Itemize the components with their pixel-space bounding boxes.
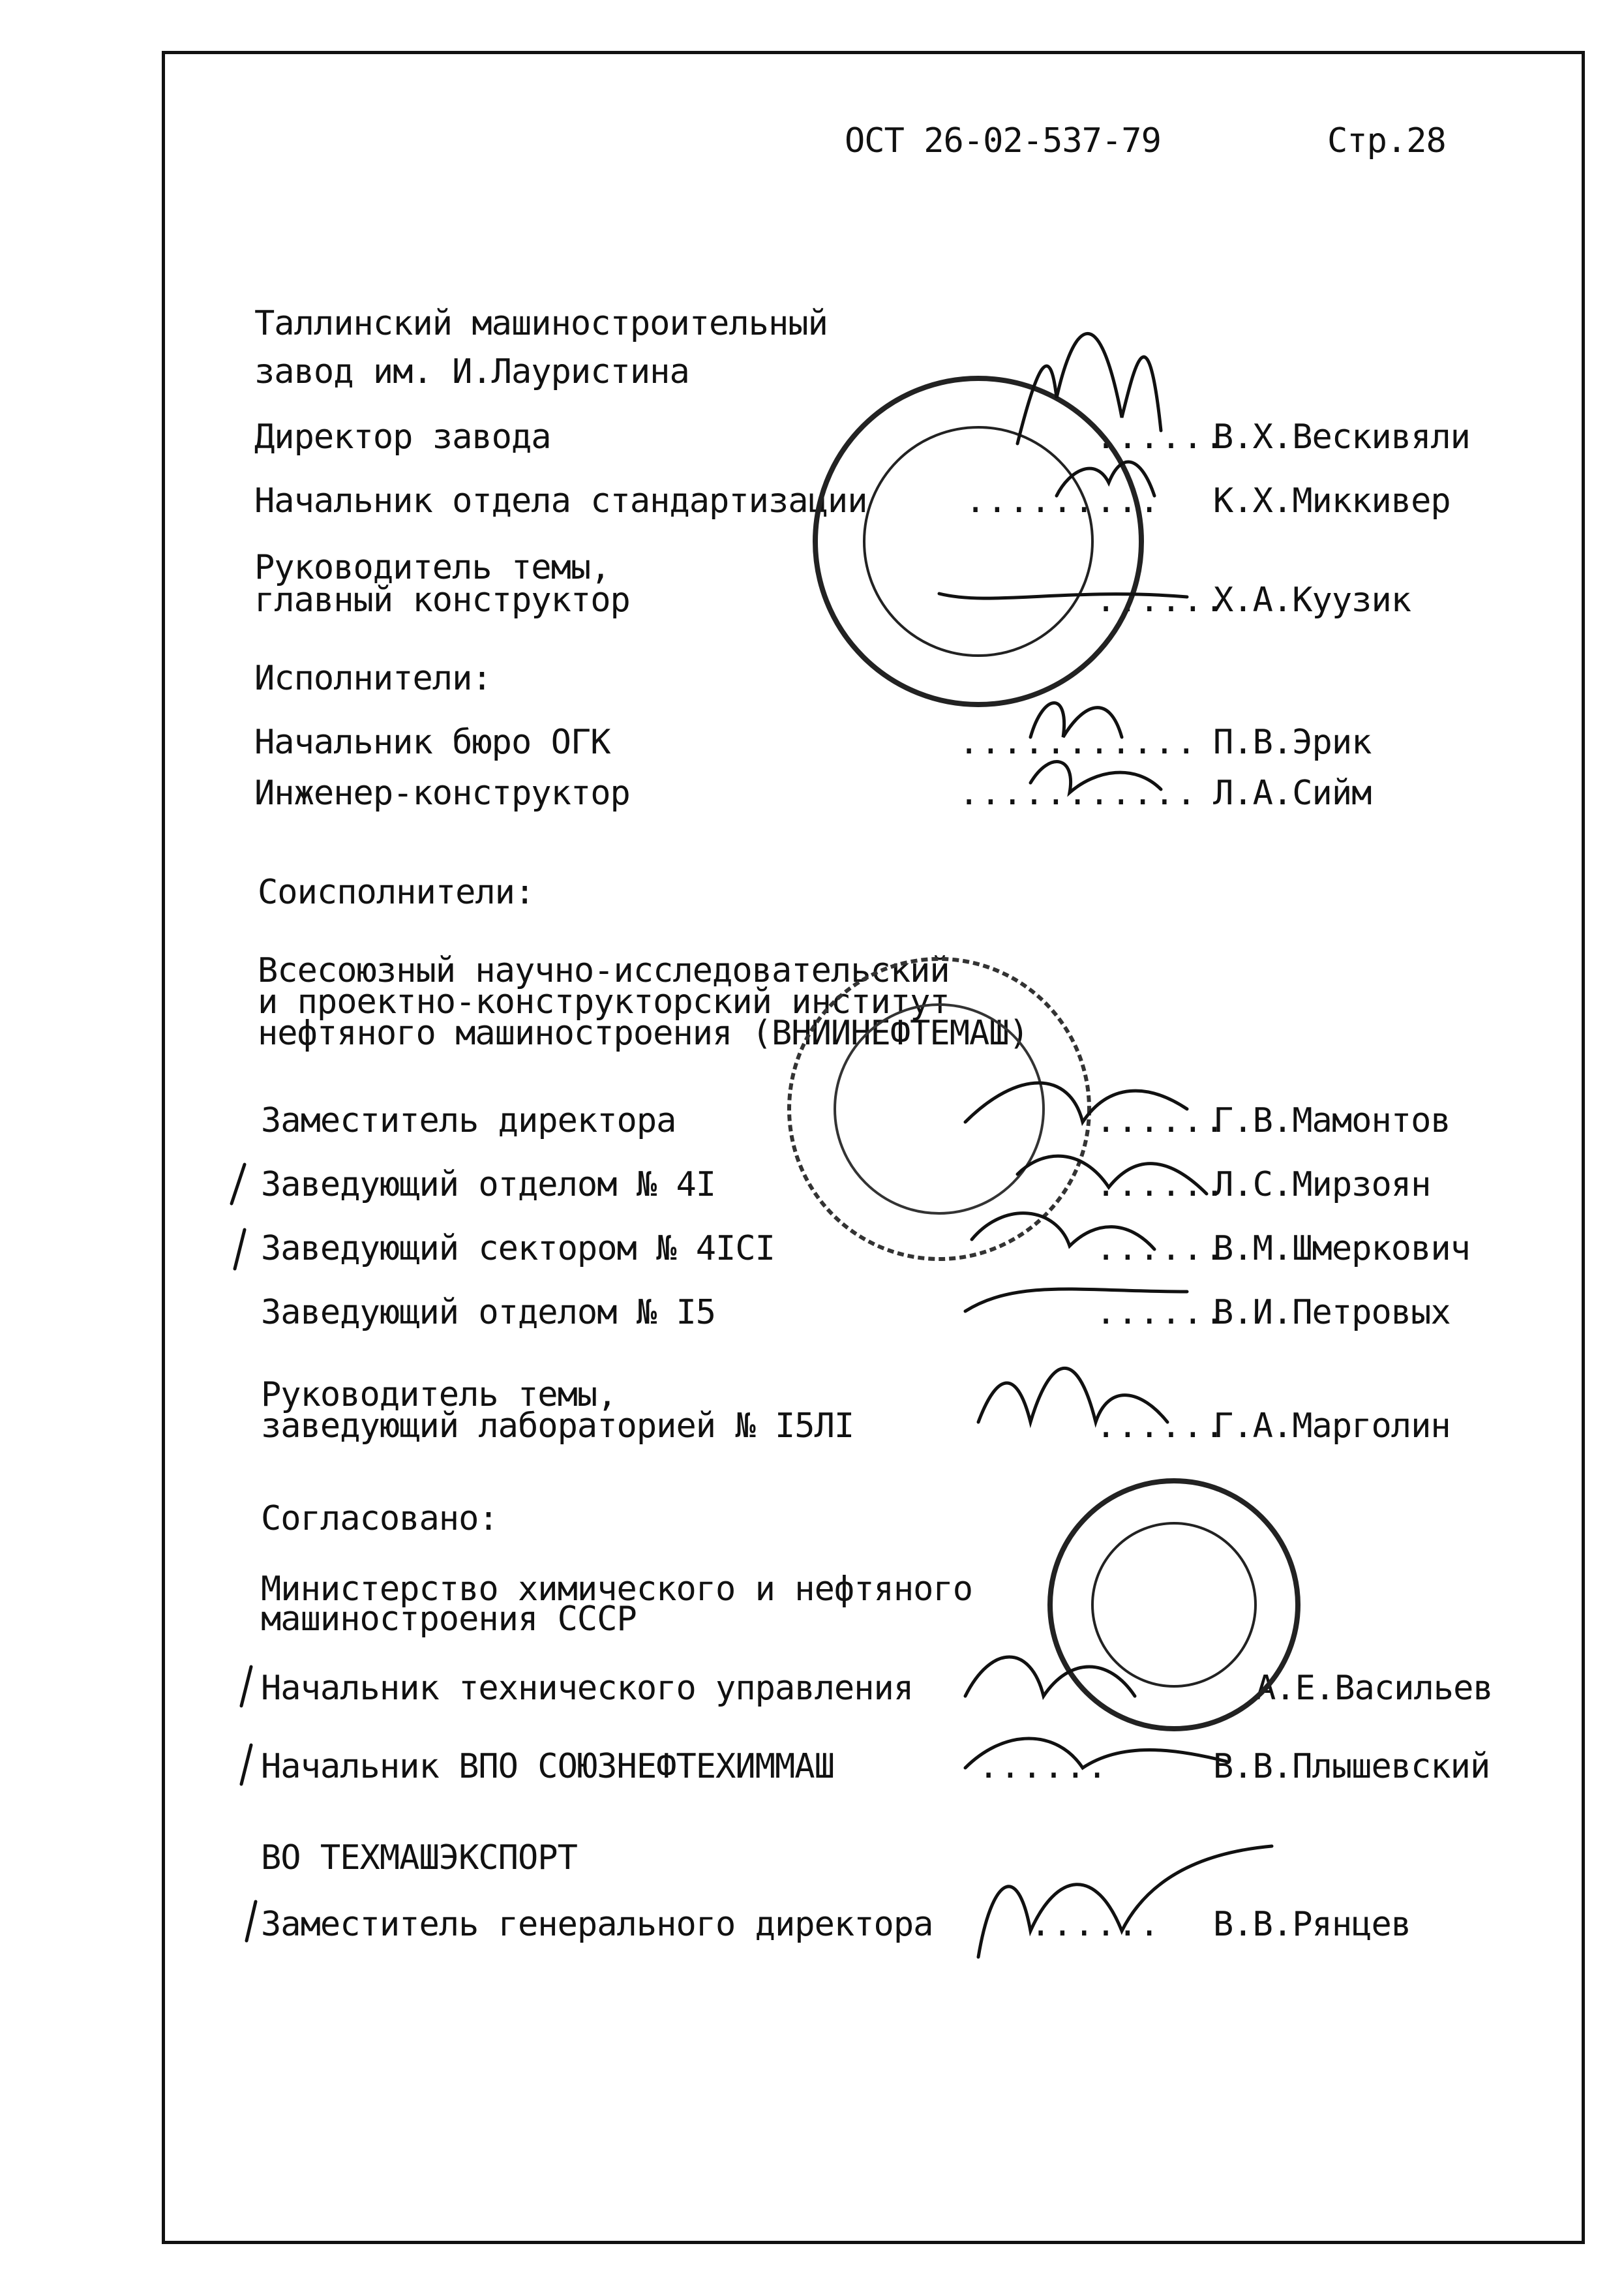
signer-role: Директор завода — [254, 418, 551, 457]
signer-name: В.М.Шмеркович — [1213, 1229, 1470, 1268]
signer-role-line1: Руководитель темы, — [254, 548, 610, 587]
signer-role-line1: Руководитель темы, — [261, 1375, 617, 1414]
signature-dots: ...... — [1096, 1229, 1226, 1268]
signer-name: А.Е.Васильев — [1256, 1669, 1493, 1708]
signature-dots: ...... — [1096, 581, 1226, 620]
page-number: Стр.28 — [1327, 121, 1446, 160]
signer-role: Заместитель директора — [261, 1101, 676, 1140]
signature-dots: ...... — [1096, 1101, 1226, 1140]
signer-name: В.В.Рянцев — [1213, 1905, 1411, 1944]
signer-role: Инженер-конструктор — [254, 774, 630, 813]
signer-name: К.Х.Миккивер — [1213, 481, 1451, 521]
signer-name: В.В.Плышевский — [1213, 1747, 1490, 1786]
signature-dots: ......... — [965, 481, 1161, 521]
signer-role: Начальник ВПО СОЮЗНЕФТЕХИММАШ — [261, 1747, 834, 1786]
signer-role: Начальник отдела стандартизации — [254, 481, 867, 521]
signer-role: Заведующий сектором № 4ICI — [261, 1229, 775, 1268]
signature-dots: ...... — [1096, 1165, 1226, 1204]
signer-name: Л.А.Сийм — [1213, 774, 1372, 813]
signer-name: В.Х.Вескивяли — [1213, 418, 1470, 457]
ministry-name-line2: машиностроения СССР — [261, 1600, 637, 1639]
signer-role-line2: заведующий лабораторией № I5ЛI — [261, 1406, 854, 1446]
section-title-executors: Исполнители: — [254, 659, 492, 698]
signer-name: Г.В.Мамонтов — [1213, 1101, 1451, 1140]
doc-code: ОСТ 26-02-537-79 — [845, 121, 1161, 160]
signer-name: П.В.Эрик — [1213, 723, 1372, 762]
signature-dots: ........... — [959, 774, 1198, 813]
signer-role: Заведующий отделом № 4I — [261, 1165, 716, 1204]
institute-name-line1: Всесоюзный научно-исследовательский — [258, 951, 950, 990]
signature-dots: ...... — [1096, 1406, 1226, 1446]
signer-role: Заместитель генерального директора — [261, 1905, 933, 1944]
signer-role: Начальник бюро ОГК — [254, 723, 610, 762]
section-title-coexecutors: Соисполнители: — [258, 873, 535, 912]
institute-name-line2: и проектно-конструкторский институт — [258, 982, 950, 1022]
section-title-agreed: Согласовано: — [261, 1499, 498, 1538]
signer-name: Л.С.Мирзоян — [1213, 1165, 1431, 1204]
signature-dots: ...... — [1096, 418, 1226, 457]
org-name-line1: Таллинский машиностроительный — [254, 304, 828, 343]
institute-name-line3: нефтяного машиностроения (ВНИИНЕФТЕМАШ) — [258, 1014, 1029, 1053]
signer-name: В.И.Петровых — [1213, 1293, 1451, 1332]
ministry-name-line1: Министерство химического и нефтяного — [261, 1570, 973, 1609]
section-title-export: ВО ТЕХМАШЭКСПОРТ — [261, 1838, 577, 1877]
signer-name: Х.А.Куузик — [1213, 581, 1411, 620]
signature-dots: ...... — [978, 1747, 1109, 1786]
signer-role-line2: главный конструктор — [254, 581, 630, 620]
signer-role: Начальник технического управления — [261, 1669, 914, 1708]
signature-dots: ...... — [1030, 1905, 1161, 1944]
signature-dots: ...... — [1096, 1293, 1226, 1332]
signer-role: Заведующий отделом № I5 — [261, 1293, 716, 1332]
signer-name: Г.А.Марголин — [1213, 1406, 1451, 1446]
signature-dots: ........... — [959, 723, 1198, 762]
org-name-line2: завод им. И.Лауристина — [254, 352, 689, 391]
